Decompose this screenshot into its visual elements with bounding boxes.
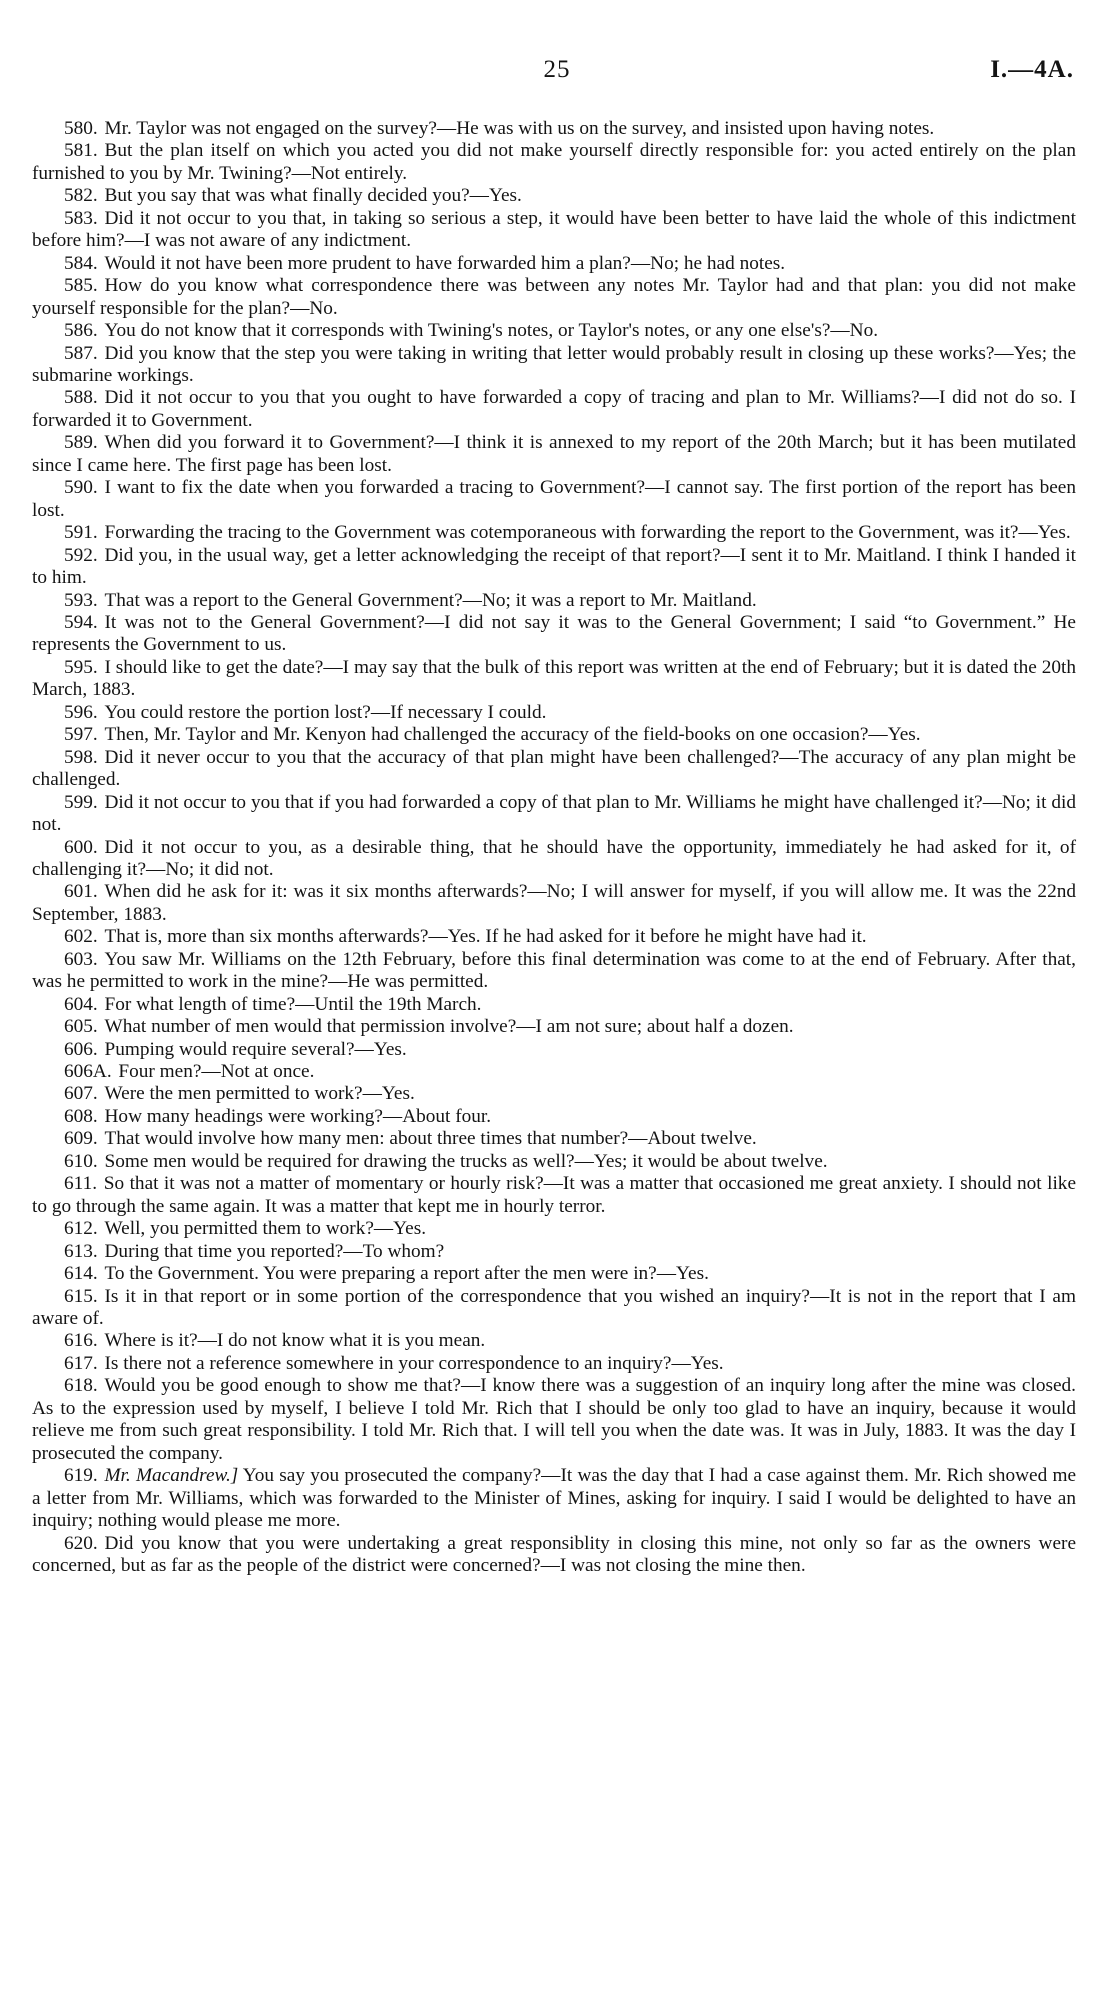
question-number: 596. — [64, 701, 98, 723]
question-585 — [32, 275, 1076, 320]
question-584 — [32, 253, 1076, 275]
question-number: 601. — [64, 881, 98, 903]
page-number: 25 — [543, 56, 571, 83]
question-number: 605. — [64, 1016, 98, 1038]
question-586 — [32, 320, 1076, 342]
question-590 — [32, 477, 1076, 522]
paper-reference: I.—4A. — [990, 56, 1074, 83]
question-text: Forwarding the tracing to the Government was cotemporaneous with forwarding the report to the Government, was it?—Yes. — [104, 522, 1071, 544]
question-text: Is it in that report or in some portion of the correspondence that you wished an inquiry?—It is not in the report that I am aware of. — [32, 1285, 1076, 1330]
question-number: 606A. — [64, 1061, 112, 1083]
question-text: I want to fix the date when you forwarded a tracing to Government?—I cannot say. The first portion of the report has been lost. — [32, 477, 1076, 521]
question-text: You could restore the portion lost?—If necessary I could. — [104, 701, 547, 723]
question-number: 607. — [64, 1083, 98, 1105]
question-text: Would you be good enough to show me that?—I know there was a suggestion of an inquiry long after the mine was closed. As to the expression used by myself, I believe I told Mr. Rich that I should be only too glad to have an inquiry, because it would relieve me from such great responsibility. I told Mr. Rich that. I will tell you when the date was. It was in July, 1883. It was the day I prosecuted the company. — [32, 1375, 1076, 1464]
question-610 — [32, 1151, 1076, 1173]
question-text: Mr. Taylor was not engaged on the survey?—He was with us on the survey, and insisted upon having notes. — [104, 118, 935, 139]
question-number: 584. — [64, 252, 98, 274]
question-number: 585. — [64, 275, 98, 297]
question-602 — [32, 926, 1076, 948]
question-number: 592. — [64, 544, 98, 566]
question-number: 612. — [64, 1218, 98, 1240]
question-589 — [32, 432, 1076, 477]
question-text: During that time you reported?—To whom? — [104, 1240, 445, 1262]
question-text: Did it not occur to you that if you had forwarded a copy of that plan to Mr. Williams he might have challenged it?—No; it did not. — [32, 791, 1076, 836]
question-text: When did you forward it to Government?—I think it is annexed to my report of the 20th March; but it has been mutilated since I came here. The first page has been lost. — [32, 432, 1076, 476]
question-number: 606. — [64, 1038, 98, 1060]
question-text: Did it never occur to you that the accuracy of that plan might have been challenged?—The accuracy of any plan might be challenged. — [32, 746, 1076, 791]
question-605 — [32, 1016, 1076, 1038]
question-587 — [32, 343, 1076, 388]
question-number: 581. — [64, 140, 98, 162]
question-614 — [32, 1263, 1076, 1285]
question-598 — [32, 747, 1076, 792]
question-number: 604. — [64, 993, 98, 1015]
question-number: 603. — [64, 948, 98, 970]
question-number: 591. — [64, 522, 98, 544]
question-591 — [32, 522, 1076, 544]
question-text: Were the men permitted to work?—Yes. — [104, 1083, 415, 1105]
question-text: Well, you permitted them to work?—Yes. — [104, 1218, 427, 1240]
question-number: 600. — [64, 836, 98, 858]
question-611 — [32, 1173, 1076, 1218]
question-number: 599. — [64, 791, 98, 813]
question-text: Some men would be required for drawing the trucks as well?—Yes; it would be about twelve. — [104, 1150, 828, 1172]
question-616 — [32, 1330, 1076, 1352]
question-text: Four men?—Not at once. — [118, 1061, 315, 1083]
question-number: 580. — [64, 118, 98, 139]
question-608 — [32, 1106, 1076, 1128]
question-581 — [32, 140, 1076, 185]
question-text: When did he ask for it: was it six months afterwards?—No; I will answer for myself, if you will allow me. It was the 22nd September, 1883. — [32, 881, 1076, 925]
question-619 — [32, 1465, 1076, 1532]
question-618 — [32, 1375, 1076, 1465]
question-582 — [32, 185, 1076, 207]
question-text: Would it not have been more prudent to have forwarded him a plan?—No; he had notes. — [104, 252, 786, 274]
question-text: Did you, in the usual way, get a letter acknowledging the receipt of that report?—I sent it to Mr. Maitland. I think I handed it to him. — [32, 544, 1076, 589]
question-text: How many headings were working?—About four. — [104, 1105, 492, 1127]
question-583 — [32, 208, 1076, 253]
question-number: 602. — [64, 926, 98, 948]
question-594 — [32, 612, 1076, 657]
question-number: 616. — [64, 1330, 98, 1352]
question-number: 588. — [64, 387, 98, 409]
question-number: 595. — [64, 656, 98, 678]
question-text: That was a report to the General Government?—No; it was a report to Mr. Maitland. — [104, 589, 757, 611]
question-text: But the plan itself on which you acted you did not make yourself directly responsible for: you acted entirely on the plan furnished to you by Mr. Twining?—Not entirely. — [32, 140, 1076, 184]
question-617 — [32, 1353, 1076, 1375]
question-597 — [32, 724, 1076, 746]
question-text: Did it not occur to you that, in taking so serious a step, it would have been better to have laid the whole of this indictment before him?—I was not aware of any indictment. — [32, 207, 1076, 252]
question-620 — [32, 1533, 1076, 1578]
question-number: 614. — [64, 1263, 98, 1285]
question-text: You do not know that it corresponds with Twining's notes, or Taylor's notes, or any one else's?—No. — [104, 320, 879, 342]
question-number: 594. — [64, 611, 98, 633]
question-number: 587. — [64, 342, 98, 364]
question-609 — [32, 1128, 1076, 1150]
question-607 — [32, 1083, 1076, 1105]
question-number: 593. — [64, 589, 98, 611]
question-595 — [32, 657, 1076, 702]
question-number: 583. — [64, 207, 98, 229]
question-600 — [32, 837, 1076, 882]
question-number: 611. — [64, 1173, 98, 1195]
question-text: I should like to get the date?—I may say that the bulk of this report was written at the end of February; but it is dated the 20th March, 1883. — [32, 656, 1076, 701]
question-number: 608. — [64, 1105, 98, 1127]
question-text: That is, more than six months afterwards?—Yes. If he had asked for it before he might have had it. — [104, 926, 867, 948]
question-596 — [32, 702, 1076, 724]
question-number: 589. — [64, 432, 98, 454]
question-text: Did it not occur to you that you ought to have forwarded a copy of tracing and plan to Mr. Williams?—I did not do so. I forwarded it to Government. — [32, 387, 1076, 431]
question-604 — [32, 994, 1076, 1016]
question-text: Did you know that the step you were taking in writing that letter would probably result in closing up these works?—Yes; the submarine workings. — [32, 342, 1076, 386]
question-number: 619. — [64, 1465, 98, 1487]
question-613 — [32, 1241, 1076, 1263]
question-text: For what length of time?—Until the 19th March. — [104, 993, 482, 1015]
question-text: Did it not occur to you, as a desirable thing, that he should have the opportunity, immediately he had asked for it, of challenging it?—No; it did not. — [32, 836, 1076, 880]
question-593 — [32, 590, 1076, 612]
question-number: 590. — [64, 477, 98, 499]
question-text: Is there not a reference somewhere in your correspondence to an inquiry?—Yes. — [104, 1352, 724, 1374]
question-text: You saw Mr. Williams on the 12th February, before this final determination was come to at the end of February. After that, was he permitted to work in the mine?—He was permitted. — [32, 948, 1076, 993]
question-text: To the Government. You were preparing a report after the men were in?—Yes. — [104, 1263, 709, 1285]
question-615 — [32, 1286, 1076, 1331]
question-text: Did you know that you were undertaking a great responsiblity in closing this mine, not only so far as the owners were concerned, but as far as the people of the district were concerned?—I was not closing the mine then. — [32, 1532, 1076, 1576]
question-603 — [32, 949, 1076, 994]
question-number: 620. — [64, 1532, 98, 1554]
question-text: So that it was not a matter of momentary or hourly risk?—It was a matter that occasioned me great anxiety. I should not like to go through the same again. It was a matter that kept me in hourly terror. — [32, 1173, 1076, 1217]
question-text: How do you know what correspondence there was between any notes Mr. Taylor had and that plan: you did not make yourself responsible for the plan?—No. — [32, 275, 1076, 319]
question-number: 618. — [64, 1375, 98, 1397]
question-number: 582. — [64, 185, 98, 207]
question-number: 615. — [64, 1285, 98, 1307]
question-number: 597. — [64, 724, 98, 746]
question-number: 613. — [64, 1240, 98, 1262]
question-number: 598. — [64, 746, 98, 768]
question-588 — [32, 387, 1076, 432]
question-601 — [32, 881, 1076, 926]
question-number: 586. — [64, 320, 98, 342]
question-number: 617. — [64, 1352, 98, 1374]
question-number: 610. — [64, 1150, 98, 1172]
question-text: Pumping would require several?—Yes. — [104, 1038, 407, 1060]
question-592 — [32, 545, 1076, 590]
question-text: But you say that was what finally decided you?—Yes. — [104, 185, 522, 207]
question-580 — [32, 118, 1076, 140]
question-text: Then, Mr. Taylor and Mr. Kenyon had challenged the accuracy of the field-books on one occasion?—Yes. — [104, 724, 921, 746]
question-text: Where is it?—I do not know what it is you mean. — [104, 1330, 486, 1352]
speaker-label: Mr. Macandrew.] — [104, 1465, 239, 1487]
question-606a — [32, 1061, 1076, 1083]
question-text: That would involve how many men: about three times that number?—About twelve. — [104, 1128, 757, 1150]
question-599 — [32, 792, 1076, 837]
question-text: It was not to the General Government?—I did not say it was to the General Government; I said “to Government.” He represents the Government to us. — [32, 611, 1076, 656]
question-text: What number of men would that permission involve?—I am not sure; about half a dozen. — [104, 1016, 794, 1038]
question-612 — [32, 1218, 1076, 1240]
evidence-body — [32, 118, 1076, 1577]
question-text: You say you prosecuted the company?—It was the day that I had a case against them. Mr. Rich showed me a letter from Mr. Williams, which was forwarded to the Minister of Mines, asking for inquiry. I said I would be delighted to have an inquiry; nothing would please me more. — [32, 1465, 1076, 1532]
question-606 — [32, 1039, 1076, 1061]
question-number: 609. — [64, 1128, 98, 1150]
